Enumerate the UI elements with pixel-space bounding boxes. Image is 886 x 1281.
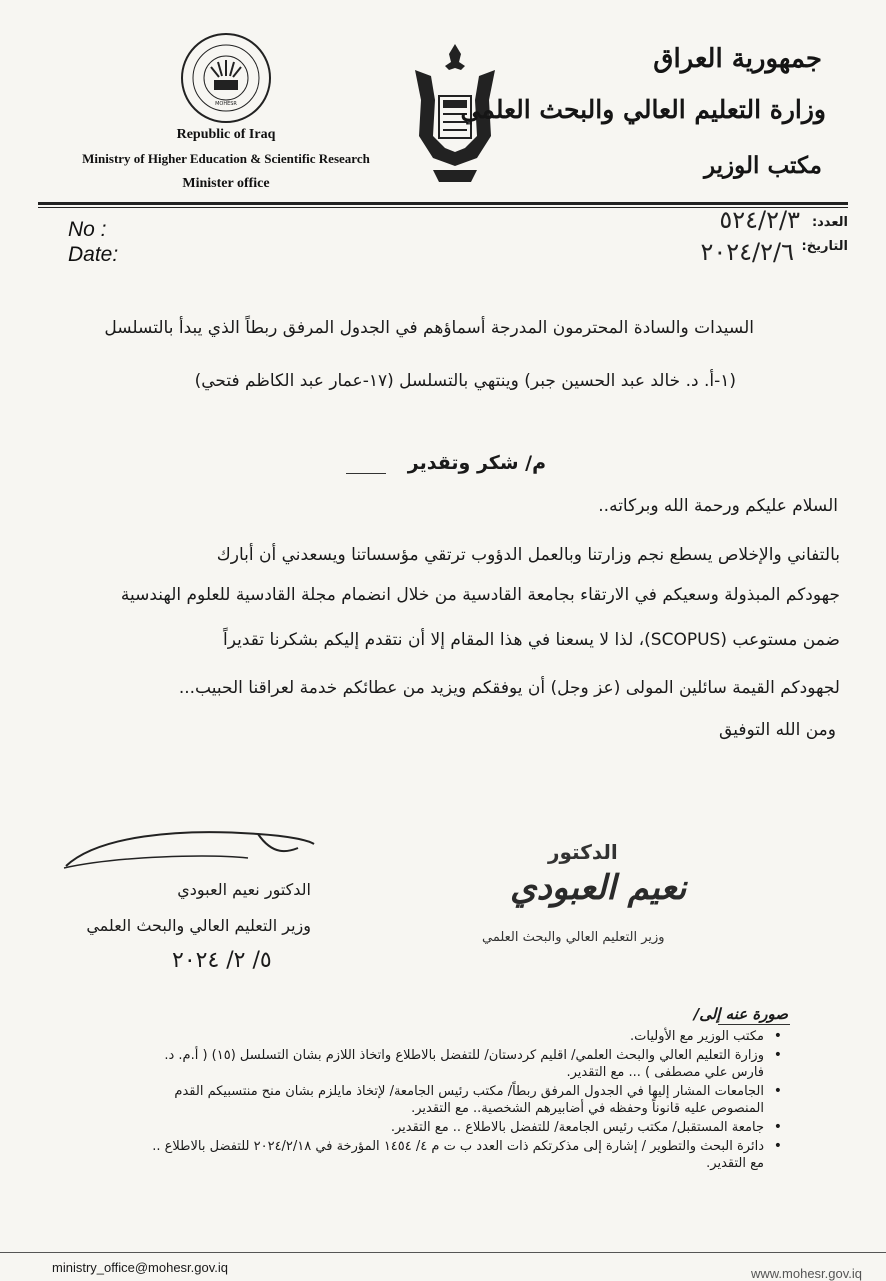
stamp-title: وزير التعليم العالي والبحث العلمي bbox=[482, 930, 665, 945]
copy-item: • دائرة البحث والتطوير / إشارة إلى مذكرتكم ذات العدد ب ت م ٤/ ١٤٥٤ المؤرخة في ٢٠٢٤/٢/١٨ للتفضل بالاطلاع .. مع التقدير. bbox=[144, 1138, 764, 1172]
copy-item: • الجامعات المشار إليها في الجدول المرفق ربطاً/ مكتب رئيس الجامعة/ لإتخاذ مايلزم بشان منح منتسبيكم القدم المنصوص عليه قانوناً وحفظه في أضابيرهم الشخصية.. مع التقدير. bbox=[144, 1083, 764, 1117]
date-label: Date: bbox=[68, 243, 119, 266]
paragraph-line-1: بالتفاني والإخلاص يسطع نجم وزارتنا وبالعمل الدؤوب ترتقي مؤسساتنا ويسعدني أن أبارك bbox=[216, 545, 840, 565]
reference-number: ٥٢٤/٢/٣ bbox=[719, 206, 800, 234]
copy-item: • جامعة المستقبل/ مكتب رئيس الجامعة/ للتفضل بالاطلاع .. مع التقدير. bbox=[144, 1119, 764, 1136]
no-label: No : bbox=[68, 218, 107, 241]
paragraph-line-4: لجهودكم القيمة سائلين المولى (عز وجل) أن يوفقكم ويزيد من عطائكم خدمة لعراقنا الحبيب... bbox=[178, 678, 840, 698]
paragraph-line-2: جهودكم المبذولة وسعيكم في الارتقاء بجامعة القادسية من خلال انضمام مجلة القادسية للعلوم الهندسية bbox=[120, 585, 840, 605]
header-republic: Republic of Iraq bbox=[176, 127, 276, 142]
greeting: السلام عليكم ورحمة الله وبركاته.. bbox=[598, 496, 838, 516]
svg-text:MOHESR: MOHESR bbox=[215, 101, 237, 107]
copies-heading-underline bbox=[718, 1024, 790, 1025]
signatory-name: الدكتور نعيم العبودي bbox=[177, 880, 311, 899]
header-ministry-ar: وزارة التعليم العالي والبحث العلمي bbox=[460, 95, 826, 124]
footer-rule bbox=[0, 1252, 886, 1253]
date-label-ar: التاريخ: bbox=[801, 239, 848, 254]
stamp-heading: الدكتور bbox=[548, 840, 618, 864]
subject-underline bbox=[346, 473, 386, 474]
footer-website: www.mohesr.gov.iq bbox=[750, 1266, 862, 1281]
copy-item: • مكتب الوزير مع الأوليات. bbox=[144, 1028, 764, 1045]
header-republic-ar: جمهورية العراق bbox=[653, 44, 822, 74]
footer-email: ministry_office@mohesr.gov.iq bbox=[52, 1260, 229, 1275]
copies-list bbox=[144, 1028, 764, 1174]
copy-item: • وزارة التعليم العالي والبحث العلمي/ اقليم كردستان/ للتفضل بالاطلاع واتخاذ اللازم بشان التسلسل (١٥) ( أ.م. د. فارس علي مصطفى ) ... مع التقدير. bbox=[144, 1047, 764, 1081]
header-office-ar: مكتب الوزير bbox=[703, 152, 822, 179]
header-office: Minister office bbox=[182, 176, 270, 191]
number-label-ar: العدد: bbox=[811, 215, 848, 230]
stamp-name: نعيم العبودي bbox=[510, 868, 687, 908]
header-ministry: Ministry of Higher Education & Scientific Research bbox=[82, 151, 370, 166]
letter-subject: م/ شكر وتقدير bbox=[407, 452, 546, 474]
paragraph-line-3: ضمن مستوعب (SCOPUS)، لذا لا يسعنا في هذا المقام إلا أن نتقدم إليكم بشكرنا تقديراً bbox=[223, 630, 840, 650]
ministry-seal-logo bbox=[180, 32, 272, 124]
closing-line: ومن الله التوفيق bbox=[719, 720, 836, 740]
copies-heading: صورة عنه إلى/ bbox=[693, 1005, 788, 1023]
addressee-line-1: السيدات والسادة المحترمون المدرجة أسماؤهم في الجدول المرفق ربطاً الذي يبدأ بالتسلسل bbox=[104, 318, 754, 338]
signature-date: ٥/ ٢/ ٢٠٢٤ bbox=[172, 948, 272, 973]
signatory-title: وزير التعليم العالي والبحث العلمي bbox=[86, 916, 311, 935]
header-rule bbox=[38, 202, 848, 205]
reference-date: ٢٠٢٤/٢/٦ bbox=[700, 238, 794, 266]
handwritten-signature bbox=[58, 826, 318, 876]
addressee-line-2: (١-أ. د. خالد عبد الحسين جبر) وينتهي بالتسلسل (١٧-عمار عبد الكاظم فتحي) bbox=[194, 371, 736, 391]
